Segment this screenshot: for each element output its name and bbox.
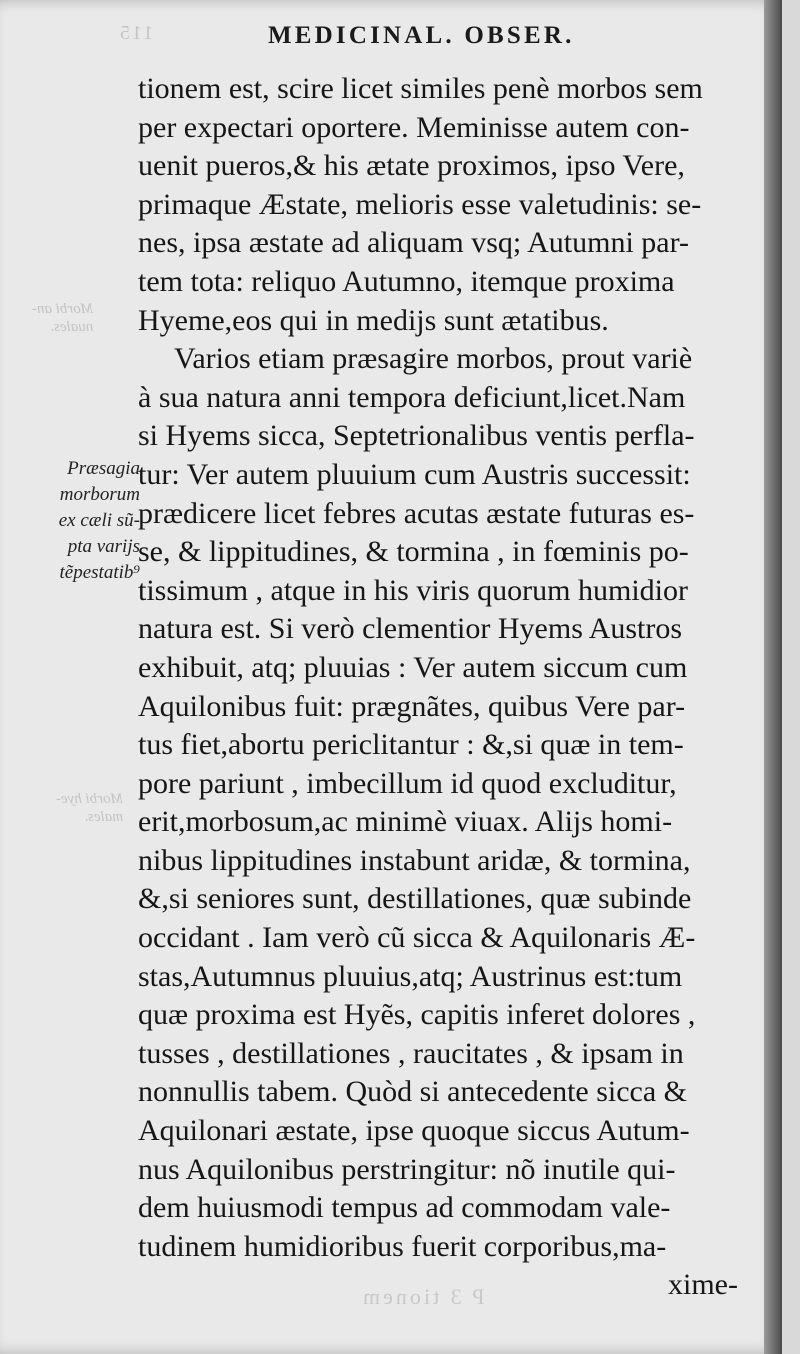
text-line: pore pariunt , imbecillum id quod excluditur, bbox=[138, 766, 677, 800]
text-line: prædicere licet febres acutas æstate futuras es- bbox=[138, 496, 695, 530]
text-line: erit,morbosum,ac minimè viuax. Alijs homi- bbox=[138, 805, 673, 839]
text-line: uenit pueros,& his ætate proximos, ipso Vere, bbox=[138, 149, 685, 183]
text-line: si Hyems sicca, Septetrionalibus ventis perfla- bbox=[138, 419, 695, 453]
text-line: tionem est, scire licet similes penè morbos sem bbox=[138, 72, 703, 105]
text-line: tusses , destillationes , raucitates , & ipsam in bbox=[138, 1036, 684, 1070]
text-line: tissimum , atque in his viris quorum humidior bbox=[138, 573, 688, 607]
text-line: Aquilonari æstate, ipse quoque siccus Autum- bbox=[138, 1114, 690, 1148]
bleed-through-footer: P 3 tionem bbox=[360, 1284, 485, 1309]
text-line: nibus lippitudines instabunt aridæ, & tormina, bbox=[138, 843, 691, 877]
text-line: quæ proxima est Hyẽs, capitis inferet dolores , bbox=[138, 998, 696, 1032]
bleed-through-margin-note-b: Morbi hye- males. bbox=[56, 791, 124, 825]
running-head: MEDICINAL. OBSER. bbox=[268, 22, 575, 49]
text-line: &,si seniores sunt, destillationes, quæ subinde bbox=[138, 882, 692, 916]
text-line: tudinem humidioribus fuerit corporibus,ma- bbox=[138, 1229, 667, 1263]
text-line: nes, ipsa æstate ad aliquam vsq; Autumni par- bbox=[138, 226, 689, 260]
catchword: xime- bbox=[668, 1268, 738, 1302]
text-line: nonnullis tabem. Quòd si antecedente sicca & bbox=[138, 1075, 688, 1109]
text-line: per expectari oportere. Meminisse autem con- bbox=[138, 110, 690, 144]
bleed-through-margin-note-a: Morbi an- nuales. bbox=[32, 301, 94, 335]
text-line: exhibuit, atq; pluuias : Ver autem siccum cum bbox=[138, 650, 688, 684]
page-gutter-shadow bbox=[764, 0, 782, 1354]
text-line: stas,Autumnus pluuius,atq; Austrinus est:tum bbox=[138, 959, 683, 993]
text-line: à sua natura anni tempora deficiunt,licet.Nam bbox=[138, 380, 686, 414]
text-line: tem tota: reliquo Autumno, itemque proxima bbox=[138, 264, 675, 298]
text-line: tur: Ver autem pluuium cum Austris successit: bbox=[138, 457, 691, 491]
text-line: tus fiet,abortu periclitantur : &,si quæ in tem- bbox=[138, 728, 684, 762]
margin-note: Præsagia morborum ex cæli sũ- pta varijs tẽpestatib⁹ bbox=[58, 458, 140, 583]
text-line: Hyeme,eos qui in medijs sunt ætatibus. bbox=[138, 303, 609, 337]
text-line: Varios etiam præsagire morbos, prout variè bbox=[174, 342, 693, 376]
text-line: occidant . Iam verò cũ sicca & Aquilonaris Æ- bbox=[138, 921, 696, 955]
text-line: dem huiusmodi tempus ad commodam vale- bbox=[138, 1191, 671, 1225]
text-line: natura est. Si verò clementior Hyems Austros bbox=[138, 612, 683, 646]
bleed-through-page-number: 115 bbox=[118, 22, 154, 44]
text-line: se, & lippitudines, & tormina , in fœminis po- bbox=[138, 535, 689, 569]
text-line: primaque Æstate, melioris esse valetudinis: se- bbox=[138, 187, 702, 221]
text-line: Aquilonibus fuit: prægnãtes, quibus Vere par- bbox=[138, 689, 686, 723]
body-text bbox=[138, 70, 738, 1305]
text-line: nus Aquilonibus perstringitur: nõ inutile qui- bbox=[138, 1152, 676, 1186]
